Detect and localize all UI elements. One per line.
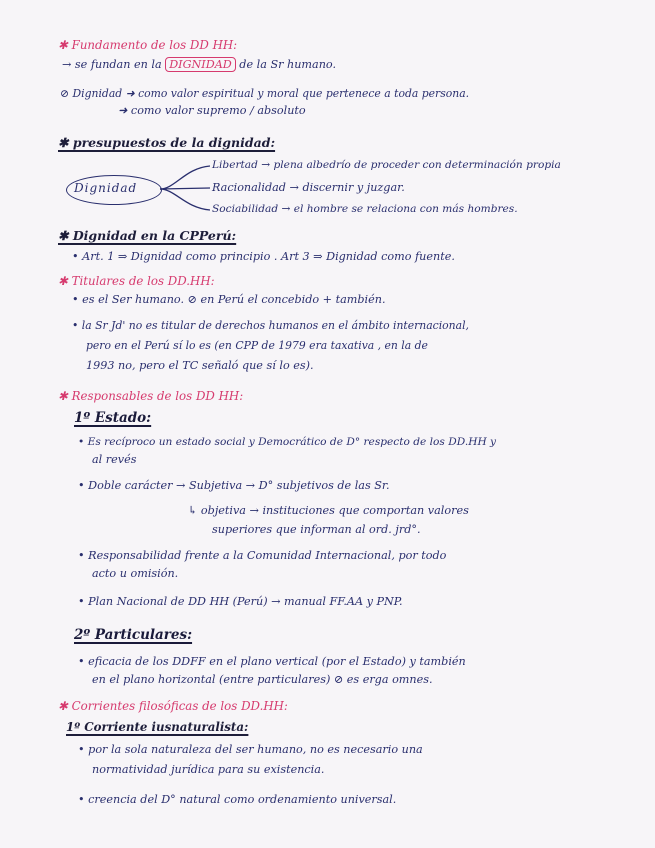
line-responsabilidad-2: acto u omisión. — [92, 567, 179, 580]
heading-corrientes: ✱ Corrientes filosóficas de los DD.HH: — [58, 699, 288, 713]
subheading-estado: 1º Estado: — [74, 410, 152, 426]
line-estado-1: • Es recíproco un estado social y Democrático de D° respecto de los DD.HH y — [78, 436, 497, 448]
line-estado-2: al revés — [92, 453, 137, 466]
line-ser-humano: • es el Ser humano. ⊘ en Perú el concebido + también. — [72, 293, 386, 306]
line-eficacia-2: en el plano horizontal (entre particulares) ⊘ es erga omnes. — [92, 673, 433, 686]
line-objetiva: ↳ objetiva → instituciones que comportan valores — [188, 504, 469, 517]
line-eficacia-1: • eficacia de los DDFF en el plano vertical (por el Estado) y también — [78, 655, 466, 668]
line-fundan-part2: de la Sr humano. — [235, 58, 337, 71]
line-titular-3: 1993 no, pero el TC señaló que sí lo es). — [86, 359, 314, 372]
line-creencia: • creencia del D° natural como ordenamiento universal. — [78, 793, 397, 806]
dignidad-highlight: DIGNIDAD — [165, 57, 236, 72]
line-fundan-part1: → se fundan en la — [62, 58, 166, 71]
heading-titulares: ✱ Titulares de los DD.HH: — [58, 274, 215, 288]
branch-libertad: Libertad → plena albedrío de proceder con determinación propia — [212, 159, 561, 171]
line-titular-1: • la Sr Jd' no es titular de derechos humanos en el ámbito internacional, — [72, 319, 469, 332]
heading-responsables: ✱ Responsables de los DD HH: — [58, 389, 244, 403]
branch-sociabilidad: Sociabilidad → el hombre se relaciona con más hombres. — [212, 203, 518, 215]
line-doble-caracter: • Doble carácter → Subjetiva → D° subjetivos de las Sr. — [78, 479, 390, 492]
dignidad-label: Dignidad — [74, 181, 138, 195]
heading-fundamento: ✱ Fundamento de los DD HH: — [58, 38, 238, 52]
line-art-dignidad: • Art. 1 ⇒ Dignidad como principio . Art 3 ⇒ Dignidad como fuente. — [72, 250, 455, 263]
line-naturaleza-1: • por la sola naturaleza del ser humano, no es necesario una — [78, 743, 423, 756]
line-valor-supremo: ➜ como valor supremo / absoluto — [118, 104, 306, 117]
subheading-iusnaturalista: 1º Corriente iusnaturalista: — [66, 720, 249, 734]
line-superiores: superiores que informan al ord. jrd°. — [212, 523, 421, 536]
branch-racionalidad: Racionalidad → discernir y juzgar. — [212, 181, 405, 194]
line-dignidad-valor: ⊘ Dignidad ➜ como valor espiritual y moral que pertenece a toda persona. — [60, 87, 470, 100]
line-fundan — [62, 57, 336, 72]
heading-dignidad-cp: ✱ Dignidad en la CPPerú: — [58, 228, 237, 243]
subheading-particulares: 2º Particulares: — [74, 627, 193, 643]
line-responsabilidad-1: • Responsabilidad frente a la Comunidad Internacional, por todo — [78, 549, 447, 562]
line-plan-nacional: • Plan Nacional de DD HH (Perú) → manual FF.AA y PNP. — [78, 595, 403, 608]
line-naturaleza-2: normatividad jurídica para su existencia. — [92, 763, 325, 776]
line-titular-2: pero en el Perú sí lo es (en CPP de 1979 era taxativa , en la de — [86, 339, 428, 352]
heading-presupuestos: ✱ presupuestos de la dignidad: — [58, 135, 276, 150]
